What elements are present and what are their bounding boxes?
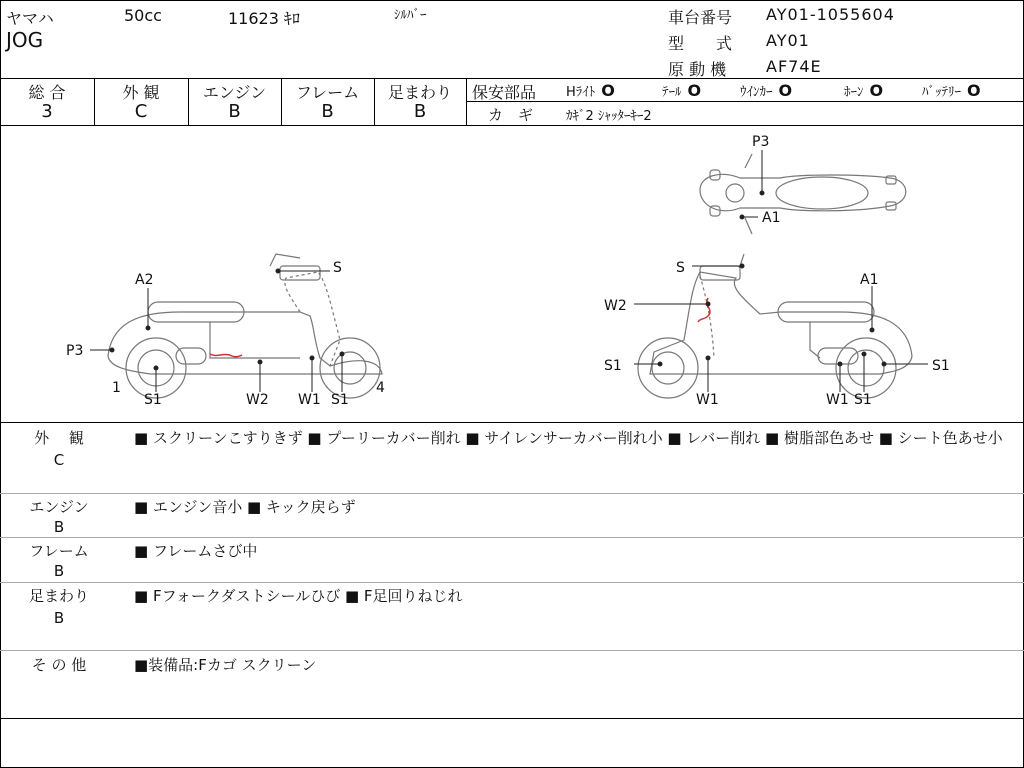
frame-no: AY01-1055604 xyxy=(766,5,895,24)
divider xyxy=(0,493,1024,494)
detail-grade: B xyxy=(53,518,65,536)
safety-item-label: Hﾗｲﾄ xyxy=(566,85,596,100)
detail-category: エンジン xyxy=(29,498,89,516)
safety-item-winker xyxy=(740,81,792,100)
label-a2: A2 xyxy=(135,272,154,288)
label-4: 4 xyxy=(376,380,385,396)
detail-grade: B xyxy=(53,609,65,627)
engine-value: AF74E xyxy=(766,57,822,76)
grade-value-exterior: C xyxy=(134,101,148,122)
label-w1: W1 xyxy=(826,392,849,408)
engine-label: 原 動 機 xyxy=(668,60,727,79)
safety-ok-mark: O xyxy=(687,81,702,100)
safety-item-label: ｳｲﾝｶｰ xyxy=(740,85,773,100)
safety-label: 保安部品 xyxy=(472,83,537,102)
displacement: 50cc xyxy=(124,6,162,25)
label-p3: P3 xyxy=(66,343,84,359)
label-s1: S1 xyxy=(144,392,162,408)
grade-label-overall: 総 合 xyxy=(28,83,66,102)
label-w2: W2 xyxy=(604,298,627,314)
label-s1: S1 xyxy=(331,392,349,408)
frame-no-label: 車台番号 xyxy=(668,8,733,27)
divider xyxy=(0,78,1024,79)
divider xyxy=(0,650,1024,651)
grade-label-frame: フレーム xyxy=(295,83,360,102)
safety-ok-mark: O xyxy=(967,81,981,100)
type-value: AY01 xyxy=(766,31,810,50)
detail-grade: B xyxy=(53,562,65,580)
label-s1: S1 xyxy=(932,358,950,374)
safety-ok-mark: O xyxy=(778,81,793,100)
label-s: S xyxy=(676,260,685,276)
key-label: カ ギ xyxy=(488,106,534,124)
grade-value-engine: B xyxy=(228,101,241,122)
detail-category: 外 観 xyxy=(34,429,84,447)
label-s1: S1 xyxy=(854,392,872,408)
detail-grade: C xyxy=(53,451,65,469)
label-w1: W1 xyxy=(696,392,719,408)
grade-label-exterior: 外 観 xyxy=(122,83,160,102)
label-a1: A1 xyxy=(860,272,879,288)
safety-item-tail xyxy=(662,81,701,100)
label-p3: P3 xyxy=(752,134,770,150)
grade-value-overall: 3 xyxy=(41,101,53,122)
maker: ヤマハ xyxy=(6,9,54,28)
detail-category: 足まわり xyxy=(28,587,89,605)
model-name: JOG xyxy=(6,28,44,52)
type-label: 型 式 xyxy=(668,34,733,53)
divider xyxy=(0,537,1024,538)
safety-item-horn xyxy=(844,81,883,100)
key-value: ｶｷﾞ2 ｼｬｯﾀｰｷｰ2 xyxy=(566,109,652,124)
detail-category: フレーム xyxy=(29,542,89,560)
safety-item-label: ﾃｰﾙ xyxy=(662,85,682,100)
safety-ok-mark: O xyxy=(869,81,884,100)
color: ｼﾙﾊﾞｰ xyxy=(394,8,427,23)
grade-label-suspension: 足まわり xyxy=(387,83,452,102)
label-a1: A1 xyxy=(762,210,781,226)
divider xyxy=(0,718,1024,719)
grade-label-engine: エンジン xyxy=(202,83,267,102)
detail-text: ■ フレームさび中 xyxy=(134,542,258,560)
divider xyxy=(0,582,1024,583)
detail-category: そ の 他 xyxy=(31,656,87,674)
detail-text: ■ スクリーンこすりきず ■ プーリーカバー削れ ■ サイレンサーカバー削れ小 ■ レバー削れ ■ 樹脂部色あせ ■ シート色あせ小 xyxy=(134,429,1003,447)
safety-item-battery xyxy=(922,81,981,100)
label-1: 1 xyxy=(112,380,121,396)
detail-text: ■ Fフォークダストシールひび ■ F足回りねじれ xyxy=(134,587,463,605)
detail-text: ■装備品:Fカゴ スクリーン xyxy=(134,656,317,674)
divider xyxy=(466,101,1024,102)
safety-item-headlight xyxy=(566,81,615,100)
left-scooter-outline xyxy=(108,312,382,374)
label-s: S xyxy=(333,260,342,276)
mileage: 11623 ｷﾛ xyxy=(228,9,300,28)
safety-item-label: ﾊﾞｯﾃﾘｰ xyxy=(922,85,961,100)
detail-text: ■ エンジン音小 ■ キック戻らず xyxy=(134,498,356,516)
label-w1: W1 xyxy=(298,392,321,408)
grade-value-suspension: B xyxy=(413,101,427,122)
top-scooter-outline xyxy=(700,174,906,210)
label-s1: S1 xyxy=(604,358,622,374)
divider xyxy=(0,422,1024,423)
safety-item-label: ﾎｰﾝ xyxy=(844,85,864,100)
grade-value-frame: B xyxy=(321,101,334,122)
label-w2: W2 xyxy=(246,392,269,408)
damage-diagram xyxy=(0,126,1024,422)
safety-ok-mark: O xyxy=(601,81,615,100)
